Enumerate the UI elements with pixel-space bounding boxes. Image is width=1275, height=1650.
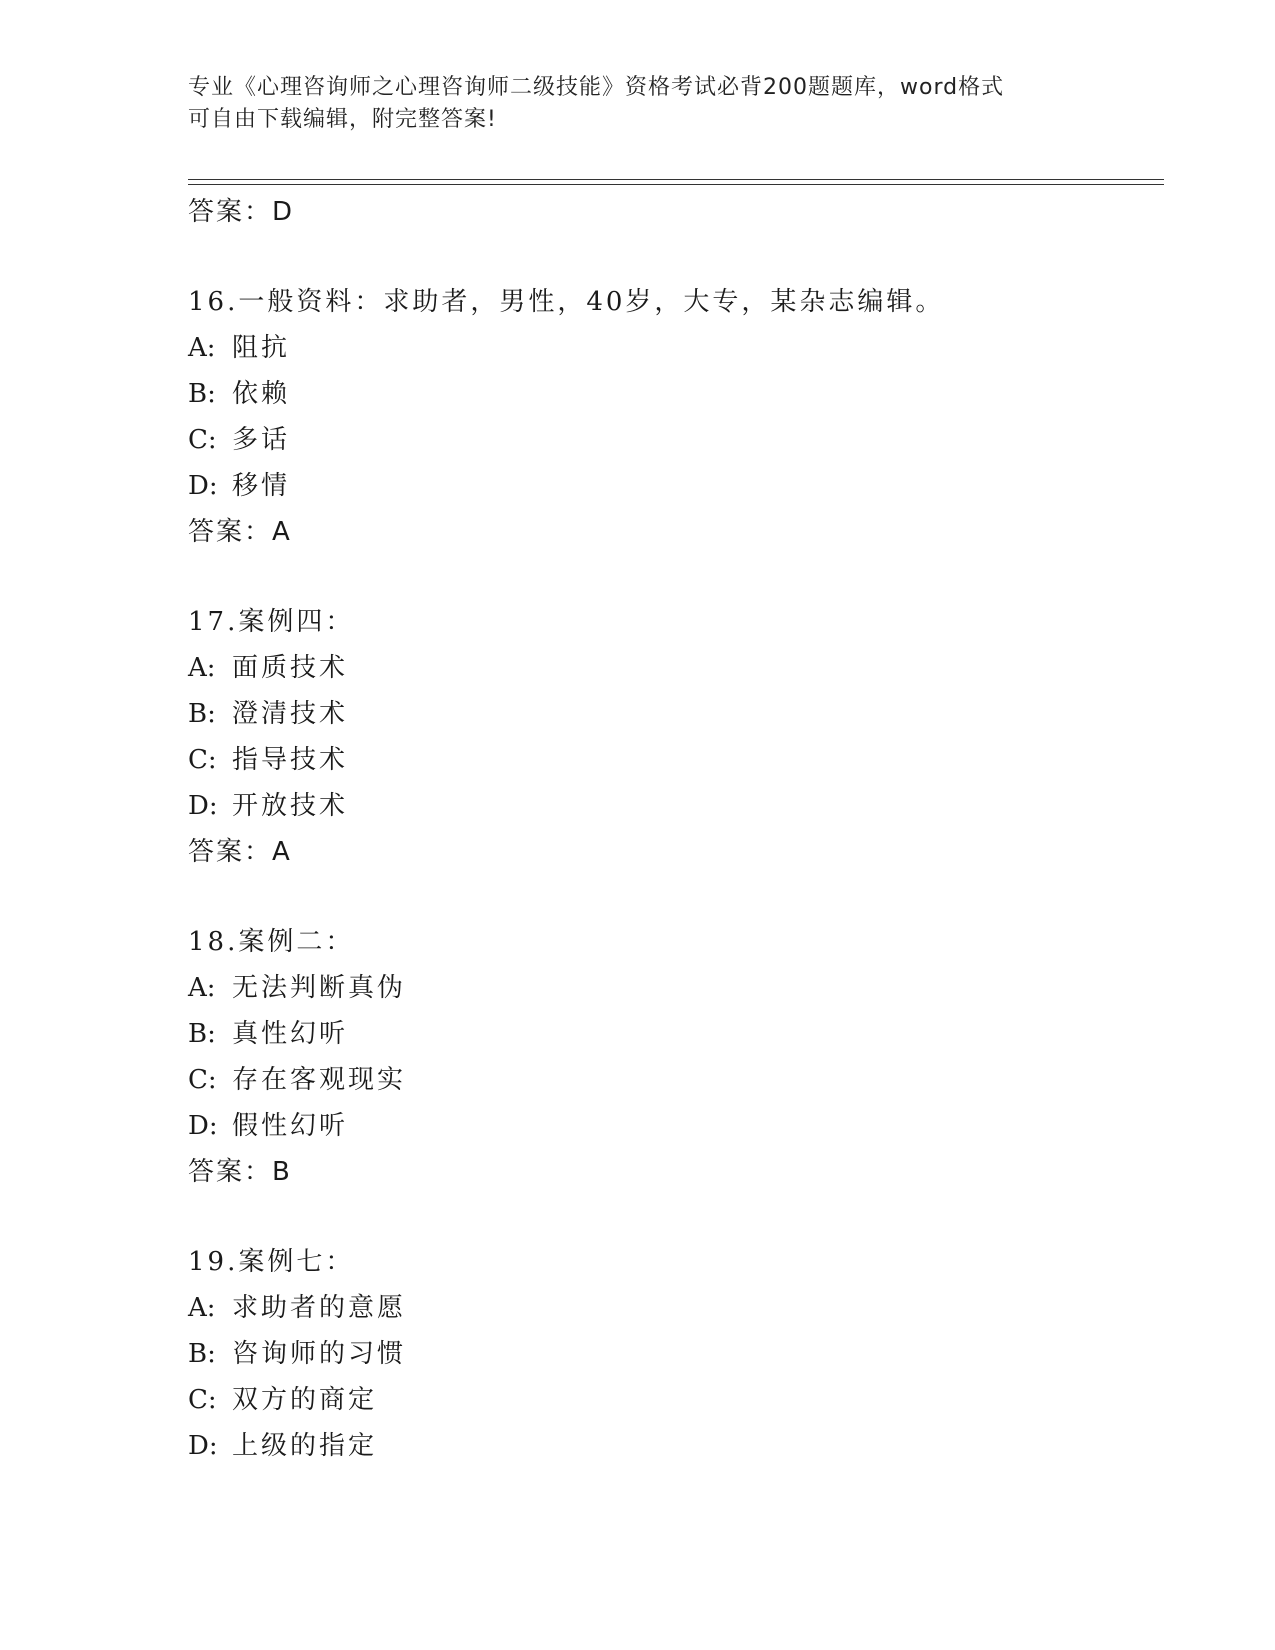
option-b bbox=[188, 371, 1148, 417]
option-text: 指导技术 bbox=[232, 745, 349, 775]
question-stem: 19.案例七： bbox=[188, 1247, 355, 1277]
option-label: B: bbox=[188, 379, 216, 409]
answer: 答案：B bbox=[188, 1157, 292, 1187]
option-text: 求助者的意愿 bbox=[232, 1293, 407, 1323]
option-label: C: bbox=[188, 1385, 217, 1415]
answer: 答案：A bbox=[188, 517, 292, 547]
option-text: 开放技术 bbox=[232, 791, 349, 821]
option-a bbox=[188, 325, 1148, 371]
option-text: 移情 bbox=[232, 471, 291, 501]
question-list bbox=[188, 189, 1148, 1469]
option-c bbox=[188, 737, 1148, 783]
option-d bbox=[188, 783, 1148, 829]
option-text: 真性幻听 bbox=[232, 1019, 349, 1049]
option-text: 存在客观现实 bbox=[232, 1065, 407, 1095]
option-label: A: bbox=[188, 1293, 216, 1323]
option-text: 假性幻听 bbox=[232, 1111, 349, 1141]
option-label: B: bbox=[188, 699, 216, 729]
option-label: B: bbox=[188, 1339, 216, 1369]
option-label: B: bbox=[188, 1019, 216, 1049]
question-17 bbox=[188, 599, 1148, 875]
question-stem: 17.案例四： bbox=[188, 607, 355, 637]
header-line-1: 专业《心理咨询师之心理咨询师二级技能》资格考试必背200题题库，word格式 bbox=[188, 75, 1005, 100]
option-text: 双方的商定 bbox=[232, 1385, 378, 1415]
option-label: A: bbox=[188, 973, 216, 1003]
option-text: 澄清技术 bbox=[232, 699, 349, 729]
option-label: C: bbox=[188, 425, 217, 455]
option-text: 面质技术 bbox=[232, 653, 349, 683]
option-d bbox=[188, 463, 1148, 509]
option-label: D: bbox=[188, 1111, 218, 1141]
option-d bbox=[188, 1423, 1148, 1469]
option-label: D: bbox=[188, 1431, 218, 1461]
option-b bbox=[188, 691, 1148, 737]
question-stem: 16.一般资料：求助者，男性，40岁，大专，某杂志编辑。 bbox=[188, 287, 945, 317]
option-c bbox=[188, 1377, 1148, 1423]
option-label: C: bbox=[188, 1065, 217, 1095]
option-c bbox=[188, 1057, 1148, 1103]
option-text: 依赖 bbox=[232, 379, 291, 409]
option-text: 阻抗 bbox=[232, 333, 291, 363]
header-divider-top bbox=[188, 179, 1164, 180]
option-a bbox=[188, 645, 1148, 691]
option-c bbox=[188, 417, 1148, 463]
option-text: 多话 bbox=[232, 425, 291, 455]
question-18 bbox=[188, 919, 1148, 1195]
option-text: 无法判断真伪 bbox=[232, 973, 407, 1003]
header-divider-bottom bbox=[188, 184, 1164, 185]
option-label: A: bbox=[188, 333, 216, 363]
option-d bbox=[188, 1103, 1148, 1149]
header-line-2: 可自由下载编辑，附完整答案! bbox=[188, 107, 497, 132]
question-stem: 18.案例二： bbox=[188, 927, 355, 957]
option-label: D: bbox=[188, 471, 218, 501]
question-19 bbox=[188, 1239, 1148, 1469]
option-a bbox=[188, 1285, 1148, 1331]
option-a bbox=[188, 965, 1148, 1011]
option-label: C: bbox=[188, 745, 217, 775]
option-label: A: bbox=[188, 653, 216, 683]
answer: 答案：A bbox=[188, 837, 292, 867]
option-b bbox=[188, 1011, 1148, 1057]
option-text: 咨询师的习惯 bbox=[232, 1339, 407, 1369]
option-label: D: bbox=[188, 791, 218, 821]
previous-answer: 答案：D bbox=[188, 197, 295, 227]
document-header bbox=[188, 72, 1088, 136]
option-text: 上级的指定 bbox=[232, 1431, 378, 1461]
option-b bbox=[188, 1331, 1148, 1377]
question-16 bbox=[188, 279, 1148, 555]
